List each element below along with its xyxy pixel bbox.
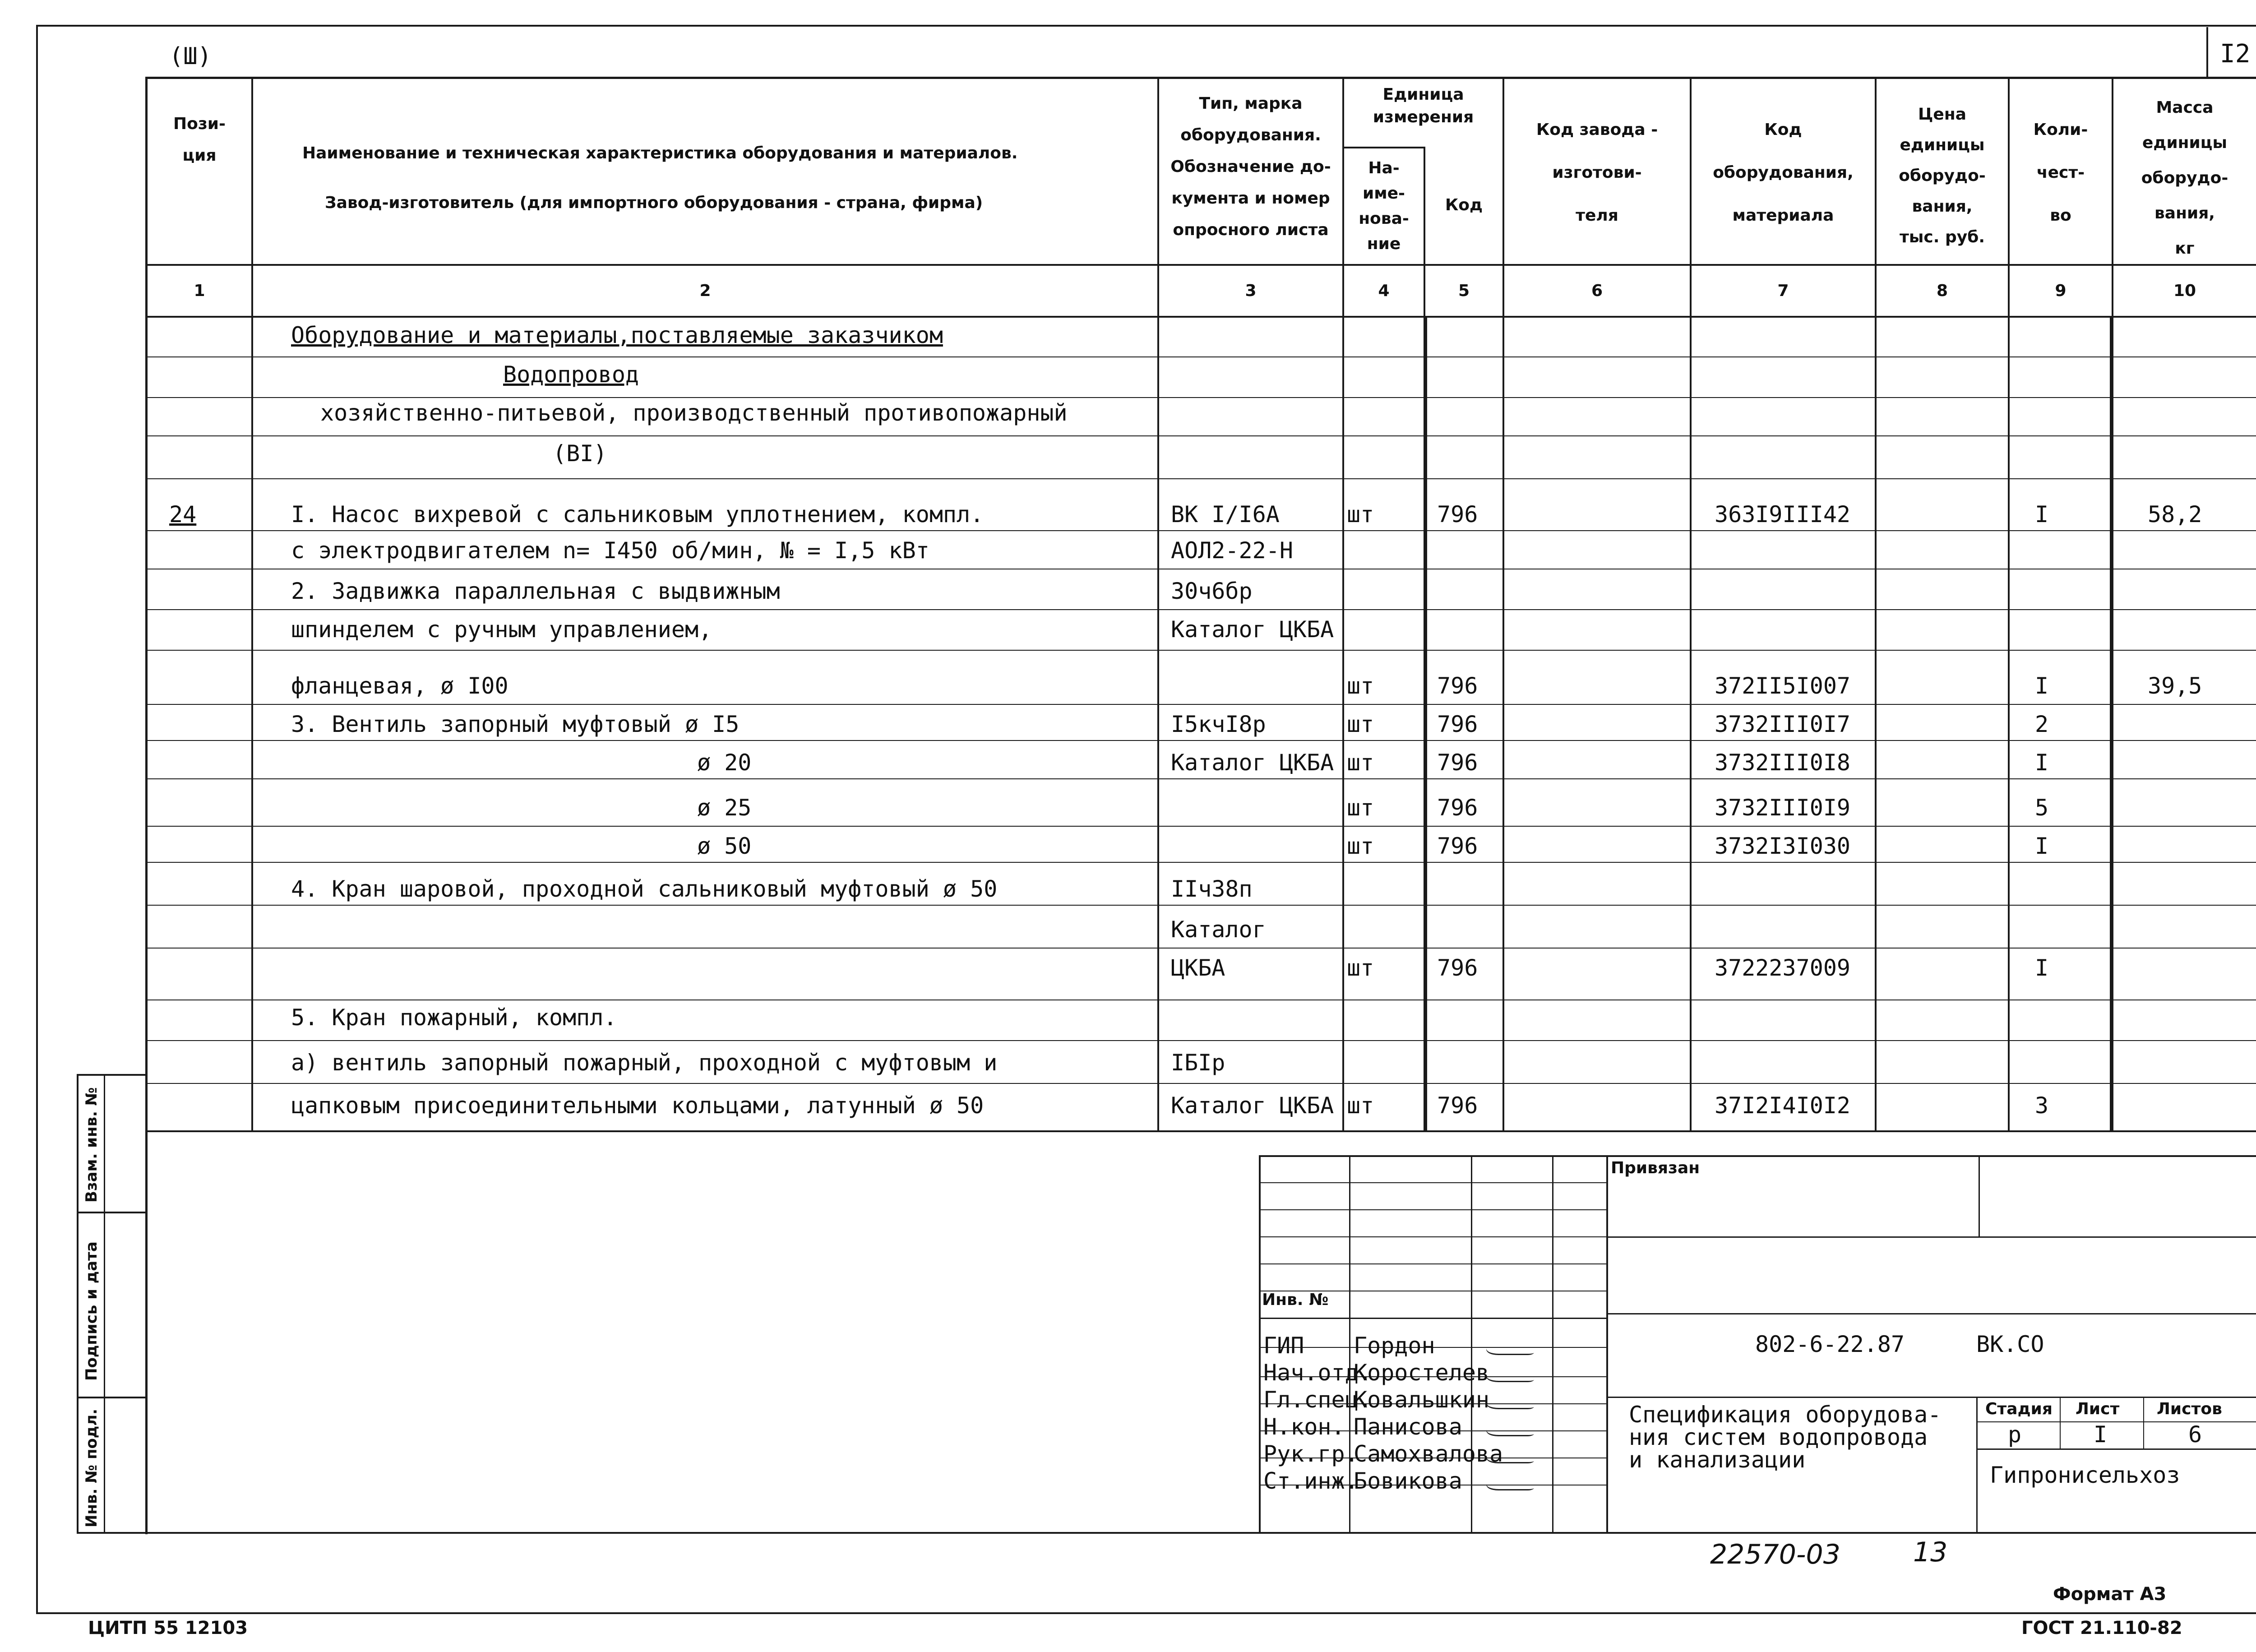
- cell-name: 2. Задвижка параллельная с выдвижным: [291, 578, 780, 604]
- cell-type: IБIр: [1171, 1050, 1225, 1076]
- cell-pos: 24: [169, 501, 197, 528]
- colnum-7: 7: [1777, 282, 1789, 300]
- cell-name: 3. Вентиль запорный муфтовый ø I5: [291, 711, 740, 737]
- row-rule: [148, 778, 2256, 779]
- header-rule: [145, 264, 2256, 266]
- colnum-3: 3: [1245, 282, 1257, 300]
- colnum-1: 1: [194, 282, 205, 300]
- cell-name: (BI): [553, 440, 607, 467]
- cell-code: 796: [1437, 955, 1478, 981]
- cell-type: Каталог: [1171, 916, 1266, 943]
- colnum-6: 6: [1591, 282, 1603, 300]
- cell-mcode: 363I9III42: [1715, 501, 1851, 528]
- cell-type: ЦКБА: [1171, 955, 1225, 981]
- cell-code: 796: [1437, 750, 1478, 776]
- designation: 802-6-22.87: [1755, 1331, 1905, 1357]
- signature-row: [1263, 1333, 1435, 1358]
- cell-name: а) вентиль запорный пожарный, проходной с муфтовым и: [291, 1050, 998, 1076]
- hdr-code: Код оборудования, материала: [1713, 120, 1854, 225]
- side-podpis: Подпись и дата: [83, 1241, 101, 1381]
- colnum-8: 8: [1936, 282, 1948, 300]
- signature-role: Ст.инж.: [1263, 1468, 1359, 1494]
- cell-qty: I: [2035, 955, 2049, 981]
- hdr-type: Тип, марка оборудования. Обозначение до- кумента и номер опросного листа: [1170, 94, 1331, 239]
- cell-name: Водопровод: [503, 361, 639, 388]
- handwritten-signature: [1484, 1467, 1544, 1490]
- cell-name: шпинделем с ручным управлением,: [291, 616, 712, 643]
- cell-qty: I: [2035, 501, 2049, 528]
- cell-name: 4. Кран шаровой, проходной сальниковый муфтовый ø 50: [291, 876, 998, 902]
- table-end-rule: [145, 1130, 2256, 1132]
- signature-role: Н.кон.: [1263, 1414, 1345, 1440]
- hdr-unit-name: На- име- нова- ние: [1359, 159, 1409, 253]
- signature-row: [1263, 1415, 1462, 1439]
- cell-unit: шт: [1347, 711, 1374, 737]
- cell-name: 5. Кран пожарный, компл.: [291, 1004, 617, 1031]
- cell-unit: шт: [1347, 501, 1374, 528]
- cell-mcode: 3732III0I9: [1715, 795, 1851, 821]
- hdr-unit: Единица измерения: [1373, 85, 1474, 126]
- signature-name: Панисова: [1354, 1414, 1462, 1440]
- frame-left: [36, 25, 38, 1613]
- col-line-1: [251, 77, 253, 1131]
- cell-mcode: 3722237009: [1715, 955, 1851, 981]
- handwritten-signature: [1484, 1358, 1544, 1382]
- hdr-name: Наименование и техническая характеристика оборудования и материалов. Завод-изготовитель (для импортного оборудования - страна, фирма): [302, 144, 1018, 212]
- cell-name: хозяйственно-питьевой, производственный противопожарный: [320, 400, 1068, 426]
- cell-qty: 2: [2035, 711, 2049, 737]
- cell-mass: 39,5: [2148, 673, 2202, 699]
- frame-top: [36, 25, 2256, 27]
- colnum-10: 10: [2173, 282, 2196, 300]
- cell-type: Каталог ЦКБА: [1171, 1092, 1334, 1119]
- inv-no-label: Инв. №: [1262, 1291, 1329, 1309]
- row-rule: [148, 435, 2256, 436]
- thick-right: [2110, 316, 2113, 1130]
- cell-type: Каталог ЦКБА: [1171, 616, 1334, 643]
- row-rule: [148, 530, 2256, 531]
- hdr-pos: Пози- ция: [173, 115, 226, 165]
- archive-page: 13: [1913, 1536, 1948, 1568]
- cell-name: с электродвигателем n= I450 об/мин, № = I,5 кВт: [291, 537, 929, 564]
- table-top: [145, 77, 2256, 79]
- row-rule: [148, 740, 2256, 741]
- cell-code: 796: [1437, 1092, 1478, 1119]
- row-rule: [148, 862, 2256, 863]
- cell-mcode: 3732I3I030: [1715, 833, 1851, 859]
- side-strip-top: [77, 1074, 145, 1076]
- cell-unit: шт: [1347, 673, 1374, 699]
- row-rule: [148, 356, 2256, 357]
- cell-code: 796: [1437, 501, 1478, 528]
- privyazan-label: Привязан: [1611, 1159, 1700, 1177]
- side-inv-vzam: Взам. инв. №: [83, 1087, 101, 1203]
- side-inv-podl: Инв. № подл.: [83, 1408, 101, 1527]
- cell-qty: I: [2035, 673, 2049, 699]
- unit-subrule: [1342, 147, 1424, 148]
- signature-name: Самохвалова: [1354, 1441, 1503, 1467]
- signature-role: Гл.спец.: [1263, 1387, 1372, 1413]
- cell-type: ВК I/I6А: [1171, 501, 1280, 528]
- signature-role: ГИП: [1263, 1333, 1304, 1359]
- cell-mass: 58,2: [2148, 501, 2202, 528]
- cell-mcode: 37I2I4I0I2: [1715, 1092, 1851, 1119]
- cell-type: IIч38п: [1171, 876, 1253, 902]
- cell-code: 796: [1437, 711, 1478, 737]
- hdr-qty: Коли- чест- во: [2033, 120, 2088, 225]
- colnum-5: 5: [1458, 282, 1470, 300]
- organization: Гипронисельхоз: [1990, 1462, 2180, 1488]
- cell-qty: I: [2035, 750, 2049, 776]
- cell-unit: шт: [1347, 955, 1374, 981]
- colnum-9: 9: [2055, 282, 2066, 300]
- sheet-number: I2: [2220, 39, 2251, 69]
- cell-name: ø 50: [697, 833, 752, 859]
- cell-type: 30ч6бр: [1171, 578, 1253, 604]
- format-label: Формат А3: [2053, 1584, 2167, 1605]
- signature-name: Ковальшкин: [1354, 1387, 1490, 1413]
- row-rule: [148, 905, 2256, 906]
- cell-type: АОЛ2-22-Н: [1171, 537, 1293, 564]
- cell-unit: шт: [1347, 795, 1374, 821]
- hdr-factory: Код завода - изготови- теля: [1536, 120, 1658, 225]
- row-rule: [148, 609, 2256, 610]
- colnum-2: 2: [699, 282, 711, 300]
- cell-mcode: 3732III0I8: [1715, 750, 1851, 776]
- signature-name: Гордон: [1354, 1333, 1435, 1359]
- sheet-value: I: [2094, 1421, 2108, 1448]
- handwritten-signature: [1484, 1412, 1544, 1436]
- cell-name: Оборудование и материалы,поставляемые заказчиком: [291, 322, 943, 348]
- cell-qty: 3: [2035, 1092, 2049, 1119]
- numbers-rule: [145, 316, 2256, 318]
- hdr-mass: Масса единицы оборудо- вания, кг: [2141, 98, 2228, 258]
- citp-label: ЦИТП 55 12103: [88, 1618, 248, 1638]
- row-rule: [148, 650, 2256, 651]
- row-rule: [148, 826, 2256, 827]
- row-rule: [148, 948, 2256, 949]
- signature-row: [1263, 1469, 1462, 1494]
- cell-type: I5кчI8р: [1171, 711, 1266, 737]
- doc-code: ВК.СО: [1976, 1331, 2044, 1357]
- handwritten-signature: [1484, 1385, 1544, 1409]
- signature-row: [1263, 1360, 1489, 1385]
- cell-qty: 5: [2035, 795, 2049, 821]
- cell-unit: шт: [1347, 1092, 1374, 1119]
- hdr-price: Цена единицы оборудо- вания, тыс. руб.: [1899, 105, 1986, 246]
- stage-value: р: [2008, 1421, 2022, 1448]
- row-rule: [148, 704, 2256, 705]
- cell-name: фланцевая, ø I00: [291, 673, 509, 699]
- cell-name: ø 25: [697, 795, 752, 821]
- signature-row: [1263, 1442, 1503, 1467]
- side-strip-inner: [104, 1074, 105, 1532]
- row-rule: [148, 1040, 2256, 1041]
- archive-number: 22570-03: [1710, 1539, 1840, 1570]
- cell-mcode: 372II5I007: [1715, 673, 1851, 699]
- sheets-label: Листов: [2157, 1400, 2222, 1418]
- gost-label: ГОСТ 21.110-82: [2021, 1618, 2182, 1638]
- sheets-value: 6: [2188, 1421, 2202, 1448]
- cell-qty: I: [2035, 833, 2049, 859]
- cell-code: 796: [1437, 673, 1478, 699]
- signature-row: [1263, 1388, 1489, 1412]
- sheet-label: Лист: [2076, 1400, 2120, 1418]
- signature-role: Рук.гр.: [1263, 1441, 1359, 1467]
- cell-name: I. Насос вихревой с сальниковым уплотнением, компл.: [291, 501, 984, 528]
- stage-label: Стадия: [1985, 1400, 2053, 1418]
- signature-name: Коростелев: [1354, 1360, 1490, 1386]
- signature-name: Бовикова: [1354, 1468, 1462, 1494]
- cell-unit: шт: [1347, 750, 1374, 776]
- side-strip-div1: [77, 1212, 145, 1213]
- frame-bottom: [36, 1612, 2256, 1614]
- cell-name: ø 20: [697, 750, 752, 776]
- section-mark: (Ш): [169, 43, 212, 70]
- thick-left: [1424, 316, 1427, 1130]
- cell-unit: шт: [1347, 833, 1374, 859]
- side-strip-div2: [77, 1397, 145, 1398]
- hdr-unit-code: Код: [1445, 196, 1483, 214]
- row-rule: [148, 478, 2256, 479]
- doc-title: Спецификация оборудова- ния систем водопровода и канализации: [1629, 1402, 1942, 1473]
- handwritten-signature: [1484, 1331, 1544, 1355]
- cell-name: цапковым присоединительными кольцами, латунный ø 50: [291, 1092, 984, 1119]
- row-rule: [148, 397, 2256, 398]
- colnum-4: 4: [1378, 282, 1390, 300]
- row-rule: [148, 1083, 2256, 1084]
- side-strip-left: [77, 1074, 79, 1532]
- cell-type: Каталог ЦКБА: [1171, 750, 1334, 776]
- bottom-rule: [77, 1532, 2256, 1534]
- cell-code: 796: [1437, 833, 1478, 859]
- signature-role: Нач.отд.: [1263, 1360, 1372, 1386]
- cell-mcode: 3732III0I7: [1715, 711, 1851, 737]
- cell-code: 796: [1437, 795, 1478, 821]
